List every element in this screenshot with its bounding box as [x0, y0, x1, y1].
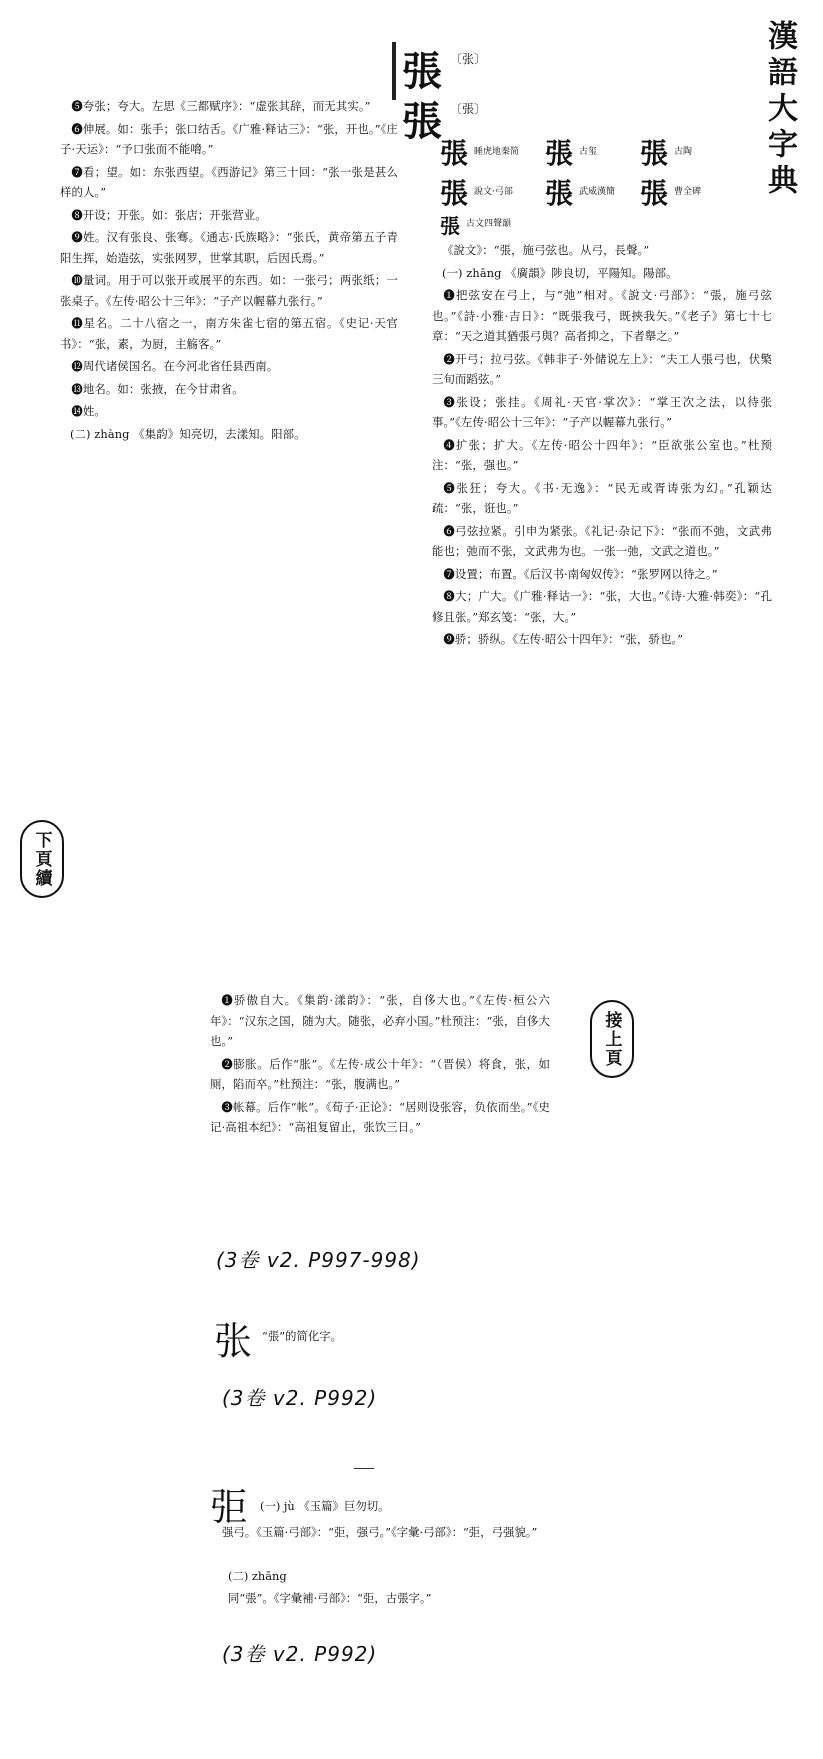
divider	[354, 1468, 374, 1469]
continuation-block	[210, 990, 550, 1140]
definition-paragraph: ❼看；望。如：东张西望。《西游记》第三十回：“张一张是甚么样的人。”	[60, 164, 398, 199]
definition-paragraph: ⓮姓。	[71, 404, 106, 418]
definition-paragraph: ❾姓。汉有张良、张骞。《通志·氏族略》：“张氏，黄帝第五子青阳生挥，始造弦，实张网罗，世掌其职，后因氏焉。”	[60, 230, 398, 265]
form-glyph: 張	[440, 177, 469, 210]
form-caption: 曹全碑	[674, 186, 702, 197]
ju-reading-1: (一) jù 《玉篇》巨勿切。	[260, 1499, 390, 1513]
definition-paragraph: ❹扩张；扩大。《左传·昭公十四年》：“臣欲张公室也。”杜预注：“张，强也。”	[432, 437, 772, 472]
definition-paragraph: 《說文》：“張，施弓弦也。从弓，長聲。”	[442, 243, 650, 257]
form-item	[545, 132, 597, 172]
form-item	[545, 172, 615, 212]
definition-paragraph: ❻弓弦拉紧。引申为紧张。《礼记·杂记下》：“张而不弛，文武弗能也；弛而不张，文武弗为也。一张一弛，文武之道也。”	[432, 523, 772, 558]
form-glyph: 張	[545, 137, 574, 170]
variant-char: 張	[402, 98, 442, 145]
form-glyph: 張	[545, 177, 574, 210]
form-item	[440, 132, 519, 172]
ju-char: 弡	[210, 1485, 249, 1529]
handwritten-page-note: (3卷 v2. P992)	[222, 1386, 378, 1410]
definition-paragraph: ❺夸张；夸大。左思《三都赋序》：“虚张其辞，而无其实。”	[71, 99, 371, 113]
form-glyph: 張	[440, 214, 460, 238]
form-caption: 古陶	[674, 146, 693, 157]
definition-paragraph: ❸张设；张挂。《周礼·天官·掌次》：“掌王次之法，以待张事。”《左传·昭公十三年》：“子产以幄幕九张行。”	[432, 394, 772, 429]
entry-marker-bar	[392, 42, 396, 100]
definition-paragraph: ❷开弓；拉弓弦。《韩非子·外储说左上》：“夫工人張弓也，伏檠三旬而蹈弦。”	[432, 351, 772, 386]
form-caption: 古文四聲韻	[466, 219, 512, 229]
variant-char-note: 〔張〕	[450, 102, 487, 116]
definition-paragraph: ❼设置；布置。《后汉书·南匈奴传》：“张罗网以待之。”	[443, 566, 718, 581]
form-caption: 武威漢簡	[579, 186, 616, 197]
form-caption: 古玺	[579, 146, 598, 157]
definition-paragraph: ⓫星名。二十八宿之一，南方朱雀七宿的第五宿。《史记·天官书》：“张，素，为厨，主觞客。”	[60, 316, 398, 351]
form-caption: 睡虎地秦简	[474, 146, 520, 157]
left-definition-column	[60, 96, 398, 446]
handwritten-page-note: (3卷 v2. P992)	[222, 1642, 378, 1666]
form-caption: 說文·弓部	[474, 186, 513, 197]
definition-paragraph: ❷膨胀。后作“胀”。《左传·成公十年》：“（晋侯）将食，张，如厕，陷而卒。”杜预注：“张，腹满也。”	[210, 1056, 550, 1091]
reading-header: (二) zhàng 《集韵》知亮切，去漾知。阳部。	[70, 426, 306, 441]
definition-paragraph: ⓬周代诸侯国名。在今河北省任县西南。	[71, 359, 279, 373]
simplified-char-definition: “張”的简化字。	[262, 1329, 342, 1343]
definition-paragraph: ❶骄傲自大。《集韵·漾韵》：“张，自侈大也。”《左传·桓公六年》：“汉东之国，随为大。随张，必弃小国。”杜预注：“张，自侈大也。”	[210, 993, 550, 1048]
form-glyph: 張	[640, 177, 669, 210]
form-glyph: 張	[440, 137, 469, 170]
right-definition-column	[432, 240, 772, 652]
simplified-char: 张	[214, 1319, 253, 1363]
form-item	[440, 172, 513, 212]
definition-paragraph: ❿量词。用于可以张开或展平的东西。如：一张弓；两张纸；一张桌子。《左传·昭公十三年》：“子产以幄幕九张行。”	[60, 273, 398, 308]
ju-reading-2: (二) zhāng	[228, 1569, 287, 1583]
definition-paragraph: ❶把弦安在弓上，与“弛”相对。《說文·弓部》：“張，施弓弦也。”《詩·小雅·吉日》：“既張我弓，既挾我矢。”《老子》第七十七章：“天之道其猶張弓與？高者抑之，下者舉之。”	[432, 288, 772, 343]
definition-paragraph: (一) zhāng 《廣韻》陟良切，平陽知。陽部。	[442, 265, 678, 280]
definition-paragraph: ❽开设；开张。如：张店；开张营业。	[71, 207, 267, 222]
definition-paragraph: ❻伸展。如：张手；张口结舌。《广雅·释诂三》：“张，开也。”《庄子·天运》：“予口张而不能嗋。”	[60, 121, 398, 156]
definition-paragraph: ⓭地名。如：张掖，在今甘肃省。	[71, 381, 244, 396]
definition-paragraph: ❾骄；骄纵。《左传·昭公十四年》：“张，骄也。”	[443, 632, 684, 646]
form-item	[640, 172, 701, 212]
definition-paragraph: ❽大；广大。《广雅·释诂一》：“张，大也。”《诗·大雅·韩奕》：“孔修且张。”郑玄笺：“张，大。”	[432, 589, 772, 624]
ju-definition-1: 强弓。《玉篇·弓部》：“弡，强弓。”《字彙·弓部》：“弡，弓强貌。”	[222, 1525, 538, 1539]
dictionary-title: 漢語大字典	[762, 20, 797, 200]
definition-paragraph: ❸帐幕。后作“帐”。《荀子·正论》：“居则设张容，负依而坐。”《史记·高祖本纪》：“高祖复留止，张饮三日。”	[210, 1099, 550, 1134]
head-char: 張	[402, 48, 442, 95]
form-item	[440, 210, 511, 239]
continued-next-seal: 下頁續	[20, 820, 64, 898]
head-char-note: 〔张〕	[450, 52, 487, 66]
continued-from-seal: 接上頁	[590, 1000, 634, 1078]
ju-definition-2: 同“張”。《字彙補·弓部》：“弡，古張字。”	[228, 1591, 432, 1605]
definition-paragraph: ❺张狂；夸大。《书·无逸》：“民无或胥诪张为幻。”孔颖达疏：“张，诳也。”	[432, 480, 772, 515]
form-item	[640, 132, 692, 172]
form-glyph: 張	[640, 137, 669, 170]
handwritten-page-note: (3卷 v2. P997-998)	[216, 1248, 421, 1272]
